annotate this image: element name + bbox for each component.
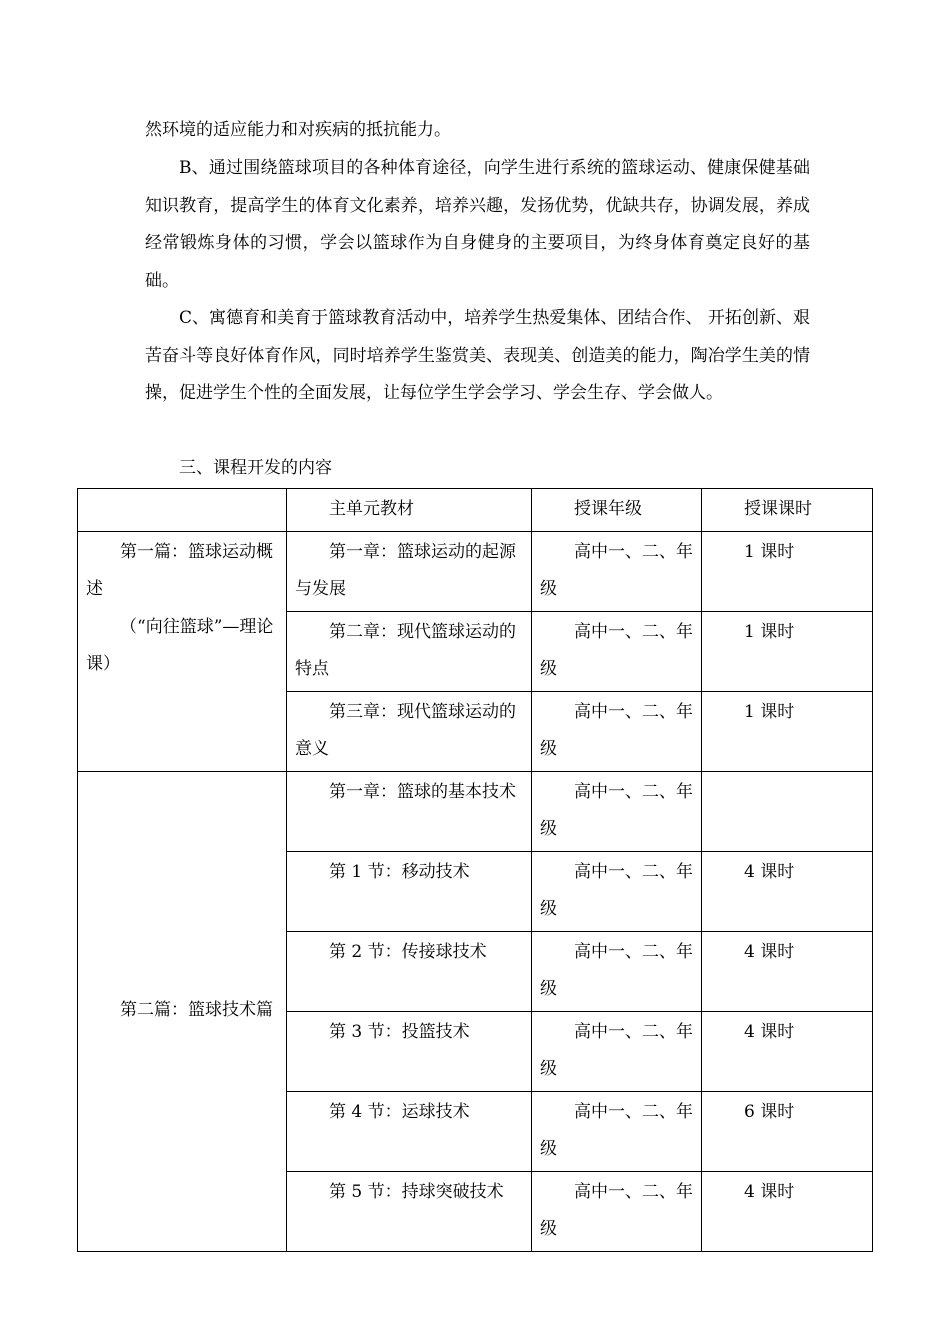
header-cell-unit: 主单元教材 [287, 489, 532, 532]
course-table [77, 488, 873, 1252]
unit-cell: 第一章：篮球运动的起源与发展 [287, 531, 532, 611]
hours-cell: 4 课时 [702, 1011, 873, 1091]
hours-cell: 1 课时 [702, 691, 873, 771]
header-cell-grade: 授课年级 [532, 489, 702, 532]
grade-cell: 高中一、二、年级 [532, 1091, 702, 1171]
grade-cell: 高中一、二、年级 [532, 531, 702, 611]
unit-cell: 第 2 节：传接球技术 [287, 931, 532, 1011]
unit-cell: 第二章：现代篮球运动的特点 [287, 611, 532, 691]
unit-cell: 第 3 节：投篮技术 [287, 1011, 532, 1091]
grade-cell: 高中一、二、年级 [532, 691, 702, 771]
hours-cell: 4 课时 [702, 1171, 873, 1251]
part2-title: 第二篇：篮球技术篇 [120, 1000, 273, 1021]
section-heading: 三、课程开发的内容 [179, 458, 332, 478]
hours-cell: 6 课时 [702, 1091, 873, 1171]
paragraph-c: C、寓德育和美育于篮球教育活动中，培养学生热爱集体、团结合作、 开拓创新、艰苦奋斗等良好体育作风，同时培养学生鉴赏美、表现美、创造美的能力，陶冶学生美的情操，促进学生个性的全面发展，让每位学生学会学习、学会生存、学会做人。 [145, 308, 810, 403]
grade-cell: 高中一、二、年级 [532, 771, 702, 851]
part2-cell [78, 771, 287, 1251]
grade-cell: 高中一、二、年级 [532, 1171, 702, 1251]
hours-cell [702, 771, 873, 851]
hours-cell: 1 课时 [702, 611, 873, 691]
part1-cell [78, 531, 287, 771]
grade-cell: 高中一、二、年级 [532, 931, 702, 1011]
table-header-row [78, 489, 873, 532]
table-row [78, 771, 873, 851]
unit-cell: 第 4 节：运球技术 [287, 1091, 532, 1171]
hours-cell: 1 课时 [702, 531, 873, 611]
table-row [78, 531, 873, 611]
hours-cell: 4 课时 [702, 851, 873, 931]
grade-cell: 高中一、二、年级 [532, 611, 702, 691]
paragraph-continuation: 然环境的适应能力和对疾病的抵抗能力。 [145, 120, 451, 140]
part1-title: 第一篇：篮球运动概述 [86, 541, 273, 599]
header-cell-hours: 授课课时 [702, 489, 873, 532]
header-cell-part [78, 489, 287, 532]
grade-cell: 高中一、二、年级 [532, 1011, 702, 1091]
unit-cell: 第 1 节：移动技术 [287, 851, 532, 931]
grade-cell: 高中一、二、年级 [532, 851, 702, 931]
unit-cell: 第 5 节：持球突破技术 [287, 1171, 532, 1251]
unit-cell: 第三章：现代篮球运动的意义 [287, 691, 532, 771]
paragraph-b: B、通过围绕篮球项目的各种体育途径，向学生进行系统的篮球运动、健康保健基础知识教育，提高学生的体育文化素养，培养兴趣，发扬优势，优缺共存，协调发展，养成经常锻炼身体的习惯，学会以篮球作为自身健身的主要项目，为终身体育奠定良好的基础。 [145, 158, 810, 291]
part1-subtitle: （“向往篮球”—理论课） [86, 616, 274, 674]
hours-cell: 4 课时 [702, 931, 873, 1011]
unit-cell: 第一章：篮球的基本技术 [287, 771, 532, 851]
